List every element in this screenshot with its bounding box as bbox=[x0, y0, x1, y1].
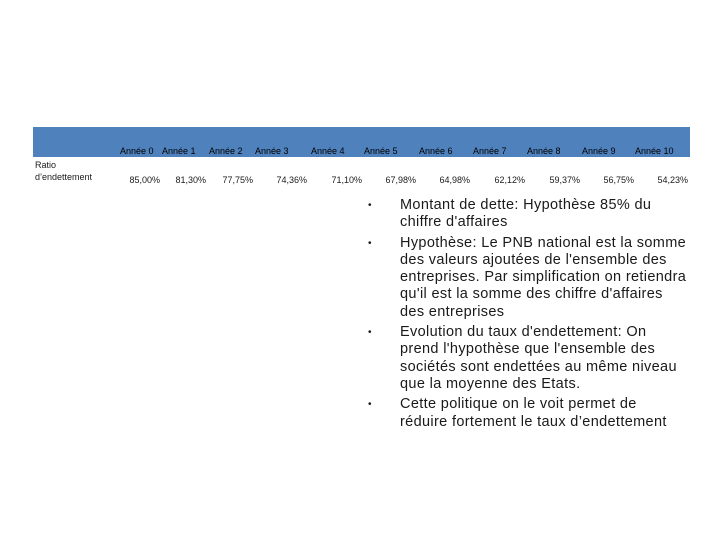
debt-ratio-table bbox=[33, 127, 690, 157]
header-cell-year-1: Année 1 bbox=[162, 146, 196, 156]
table-header-row bbox=[33, 127, 690, 157]
value-cell-year-6: 64,98% bbox=[439, 175, 470, 185]
bullet-icon: • bbox=[368, 237, 372, 249]
value-cell-year-1: 81,30% bbox=[175, 175, 206, 185]
value-cell-year-0: 85,00% bbox=[129, 175, 160, 185]
bullet-item bbox=[368, 396, 688, 431]
header-cell-year-8: Année 8 bbox=[527, 146, 561, 156]
bullet-item bbox=[368, 197, 688, 232]
value-cell-year-9: 56,75% bbox=[603, 175, 634, 185]
value-cell-year-4: 71,10% bbox=[331, 175, 362, 185]
header-cell-year-7: Année 7 bbox=[473, 146, 507, 156]
bullet-text: Hypothèse: Le PNB national est la somme des valeurs ajoutées de l'ensemble des entreprises. Par simplification on retiendra qu'il est la somme des chiffre d'affaires des entreprises bbox=[400, 234, 687, 320]
header-cell-year-4: Année 4 bbox=[311, 146, 345, 156]
bullet-icon: • bbox=[368, 399, 372, 411]
bullet-item bbox=[368, 235, 688, 321]
value-cell-year-8: 59,37% bbox=[549, 175, 580, 185]
bullet-icon: • bbox=[368, 327, 372, 339]
value-cell-year-10: 54,23% bbox=[657, 175, 688, 185]
header-cell-year-9: Année 9 bbox=[582, 146, 616, 156]
value-cell-year-2: 77,75% bbox=[222, 175, 253, 185]
bullet-text: Montant de dette: Hypothèse 85% du chiffre d'affaires bbox=[400, 197, 652, 231]
header-cell-year-0: Année 0 bbox=[120, 146, 154, 156]
header-cell-year-2: Année 2 bbox=[209, 146, 243, 156]
value-cell-year-5: 67,98% bbox=[385, 175, 416, 185]
value-cell-year-3: 74,36% bbox=[276, 175, 307, 185]
bullet-item bbox=[368, 324, 688, 393]
bullet-icon: • bbox=[368, 200, 372, 211]
bullet-text: Evolution du taux d'endettement: On prend l'hypothèse que l'ensemble des sociétés sont endettées au même niveau que la moyenne des Etats. bbox=[400, 324, 677, 392]
row-label: Ratio d’endettement bbox=[35, 160, 93, 182]
header-cell-year-3: Année 3 bbox=[255, 146, 289, 156]
bullet-list bbox=[368, 197, 688, 434]
value-cell-year-7: 62,12% bbox=[494, 175, 525, 185]
header-cell-year-10: Année 10 bbox=[635, 146, 674, 156]
header-cell-year-6: Année 6 bbox=[419, 146, 453, 156]
header-cell-year-5: Année 5 bbox=[364, 146, 398, 156]
bullet-text: Cette politique on le voit permet de réduire fortement le taux d’endettement bbox=[400, 396, 667, 430]
